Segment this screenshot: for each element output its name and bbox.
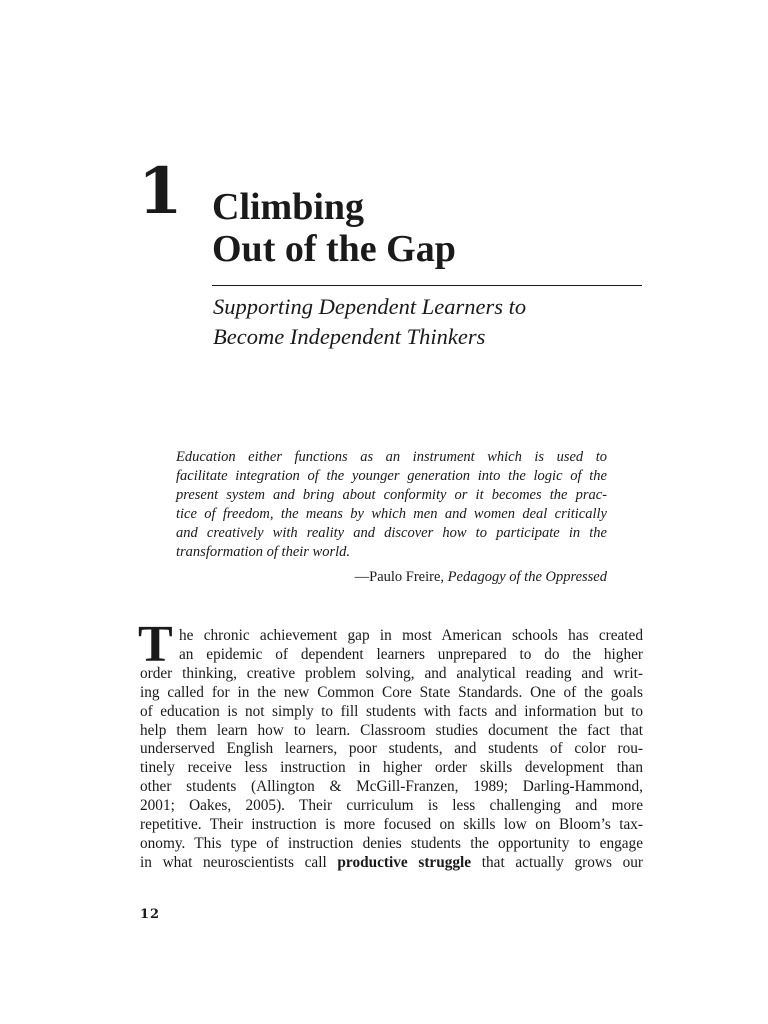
key-term-productive-struggle: productive struggle bbox=[337, 853, 472, 871]
attribution-author: —Paulo Freire, bbox=[354, 569, 448, 585]
body-line: underserved English learners, poor students, and students of color rou- bbox=[140, 740, 643, 758]
epigraph-line: facilitate integration of the younger generation into the logic of the bbox=[176, 468, 607, 484]
chapter-title-line: Out of the Gap bbox=[212, 228, 456, 270]
epigraph-line: present system and bring about conformity or it becomes the prac- bbox=[176, 487, 607, 503]
body-line: 2001; Oakes, 2005). Their curriculum is less challenging and more bbox=[140, 797, 643, 815]
body-line: help them learn how to learn. Classroom studies document the fact that bbox=[140, 721, 643, 739]
body-line: onomy. This type of instruction denies students the opportunity to engage bbox=[140, 834, 643, 852]
body-line: order thinking, creative problem solving, and analytical reading and writ- bbox=[140, 664, 643, 682]
body-line: other students (Allington & McGill-Franzen, 1989; Darling-Hammond, bbox=[140, 778, 643, 796]
epigraph-attribution bbox=[355, 568, 607, 587]
attribution-book-title: Pedagogy of the Oppressed bbox=[447, 569, 607, 585]
body-line: tinely receive less instruction in higher order skills development than bbox=[140, 759, 643, 777]
page-number: 12 bbox=[140, 907, 161, 922]
drop-cap: T bbox=[138, 616, 173, 673]
epigraph-line: transformation of their world. bbox=[176, 544, 351, 560]
body-line: ing called for in the new Common Core State Standards. One of the goals bbox=[140, 683, 643, 701]
title-divider bbox=[212, 285, 642, 286]
epigraph-quote bbox=[176, 448, 607, 562]
epigraph-line: Education either functions as an instrument which is used to bbox=[176, 449, 607, 465]
chapter-subtitle-line: Supporting Dependent Learners to bbox=[213, 294, 527, 319]
chapter-subtitle-line: Become Independent Thinkers bbox=[213, 324, 486, 349]
epigraph-line: and creatively with reality and discover how to participate in the bbox=[176, 525, 607, 541]
body-line: he chronic achievement gap in most American schools has created bbox=[179, 627, 643, 644]
body-line bbox=[140, 854, 643, 873]
body-text-run: in what neuroscientists call bbox=[140, 853, 338, 871]
chapter-title bbox=[212, 186, 632, 270]
body-line: an epidemic of dependent learners unprepared to do the higher bbox=[179, 645, 643, 663]
body-line: repetitive. Their instruction is more focused on skills low on Bloom’s tax- bbox=[140, 816, 643, 834]
chapter-number: 1 bbox=[138, 154, 183, 229]
body-paragraph bbox=[140, 627, 643, 873]
chapter-subtitle bbox=[213, 292, 633, 352]
chapter-title-line: Climbing bbox=[212, 186, 365, 228]
body-text-run: that actually grows our bbox=[471, 853, 643, 871]
epigraph-line: tice of freedom, the means by which men and women deal critically bbox=[176, 506, 607, 522]
body-line: of education is not simply to fill students with facts and information but to bbox=[140, 702, 643, 720]
